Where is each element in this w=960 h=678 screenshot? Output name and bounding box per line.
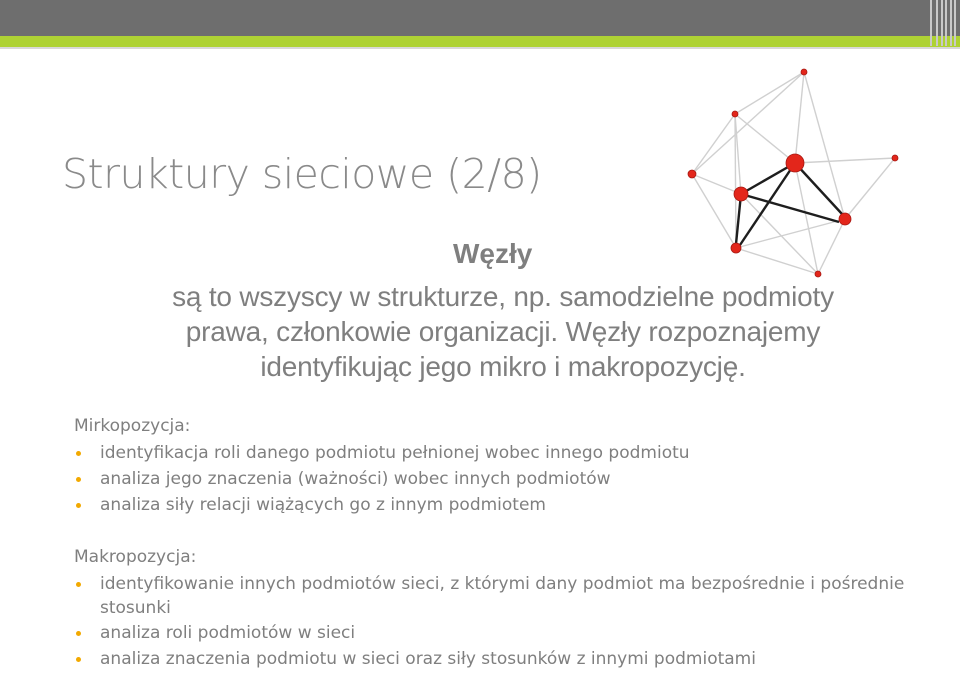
list-item-text: identyfikacja roli danego podmiotu pełnionej wobec innego podmiotu <box>100 443 690 463</box>
bullet-icon <box>76 503 81 508</box>
bullet-icon <box>76 477 81 482</box>
list-item <box>74 620 929 646</box>
section-heading: Węzły <box>453 238 533 269</box>
bullet-icon <box>76 657 81 662</box>
list-item <box>74 646 929 672</box>
header-divider <box>0 47 960 49</box>
intro-line: identyfikując jego mikro i makropozycję. <box>260 351 746 382</box>
header-decoration <box>926 0 960 46</box>
intro-line: prawa, członkowie organizacji. Węzły rozpoznajemy <box>185 316 821 347</box>
list-item-text: analiza znaczenia podmiotu w sieci oraz siły stosunków z innymi podmiotami <box>100 649 756 669</box>
intro-paragraph <box>88 279 918 384</box>
header-accent-stripe <box>0 36 960 47</box>
header-bar <box>0 0 960 36</box>
micro-position-label: Mirkopozycja: <box>74 416 191 436</box>
slide-title: Struktury sieciowe (2/8) <box>62 150 542 198</box>
micro-position-list <box>74 440 894 518</box>
list-item <box>74 440 894 466</box>
list-item-text: identyfikowanie innych podmiotów sieci, z którymi dany podmiot ma bezpośrednie i pośrednie stosunki <box>100 574 905 618</box>
list-item <box>74 572 929 620</box>
intro-line: są to wszyscy w strukturze, np. samodzielne podmioty <box>172 281 834 312</box>
list-item-text: analiza roli podmiotów w sieci <box>100 623 356 643</box>
list-item <box>74 492 894 518</box>
bullet-icon <box>76 451 81 456</box>
bullet-icon <box>76 631 81 636</box>
list-item-text: analiza siły relacji wiążących go z innym podmiotem <box>100 495 546 515</box>
list-item <box>74 466 894 492</box>
bullet-icon <box>76 582 81 587</box>
macro-position-list <box>74 572 929 672</box>
macro-position-label: Makropozycja: <box>74 547 197 567</box>
network-graph-icon <box>680 62 910 286</box>
list-item-text: analiza jego znaczenia (ważności) wobec innych podmiotów <box>100 469 611 489</box>
